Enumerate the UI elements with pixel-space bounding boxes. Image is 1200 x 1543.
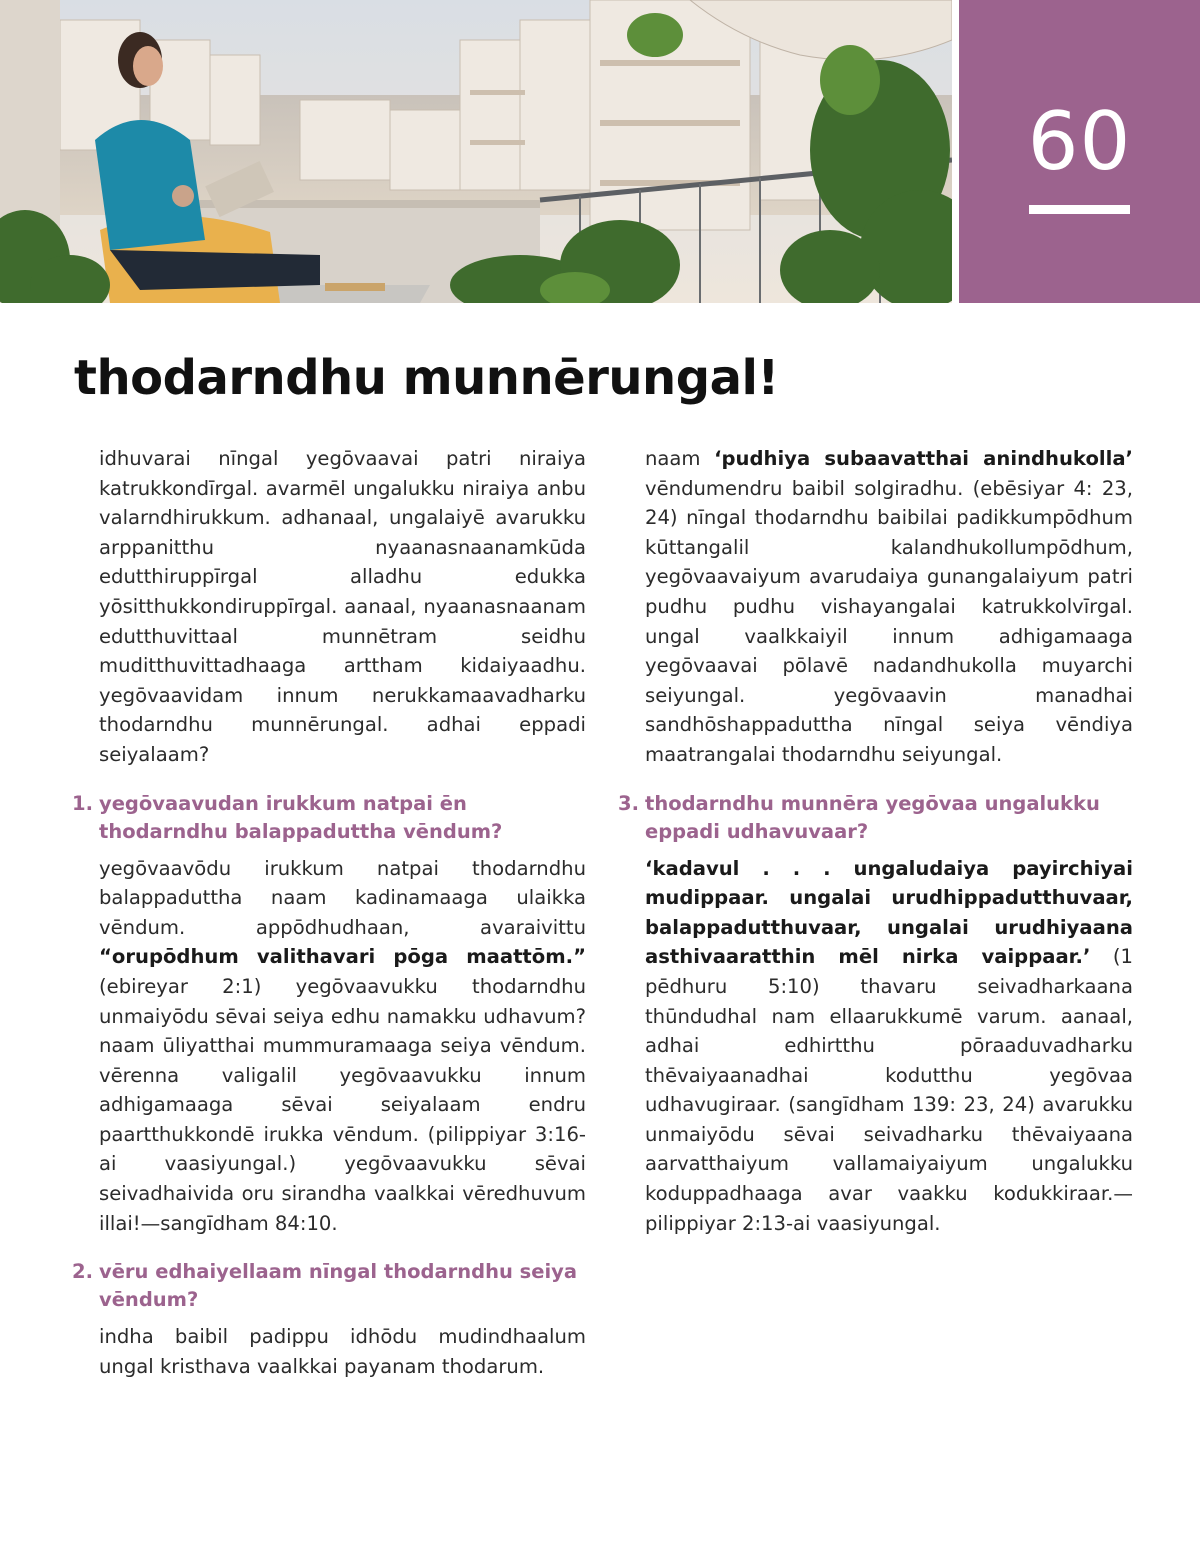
question-1-text: yegōvaavudan irukkum natpai ēn thodarndhu balappaduttha vēndum?	[99, 791, 503, 843]
balcony-photo-illustration	[0, 0, 952, 303]
answer-3-paragraph	[645, 854, 1133, 1239]
question-1	[72, 790, 586, 846]
answer-1-paragraph	[99, 854, 586, 1239]
page-title: thodarndhu munnērungal!	[74, 350, 779, 406]
lesson-number-underline	[1029, 205, 1130, 214]
question-3	[618, 790, 1133, 846]
question-1-number: 1.	[72, 791, 93, 815]
intro-paragraph: idhuvarai nīngal yegōvaavai patri niraiya katrukkondīrgal. avarmēl ungalukku niraiya anbu valarndhirukkum. adhanaal, ungalaiyē avarukku arppanitthu nyaanasnaanamkūda edutthiruppīrgal alladhu edukka yōsitthukkondiruppīrgal. aanaal, nyaanasnaanam edutthuvittaal munnētram seidhu muditthuvittadhaaga arttham kidaiyaadhu. yegōvaavidam innum nerukkamaavadharku thodarndhu munnērungal. adhai eppadi seiyalaam?	[99, 447, 586, 766]
answer-2-quote: ‘pudhiya subaavatthai anindhukolla’	[714, 447, 1133, 470]
answer-2-paragraph-start	[99, 1322, 586, 1381]
answer-2-paragraph	[645, 444, 1133, 770]
right-column	[618, 444, 1133, 1238]
question-3-text: thodarndhu munnēra yegōvaa ungalukku eppadi udhavuvaar?	[645, 791, 1100, 843]
lesson-number: 60	[1027, 95, 1132, 188]
question-2-text: vēru edhaiyellaam nīngal thodarndhu seiya vēndum?	[99, 1260, 578, 1312]
question-2	[72, 1258, 586, 1314]
answer-2-text-a-cont: naam	[645, 447, 715, 470]
answer-2-text-a: indha baibil padippu idhōdu mudindhaalum ungal kristhava vaalkkai payanam thodarum.	[99, 1325, 586, 1378]
answer-1-text-b: (ebireyar 2:1) yegōvaavukku thodarndhu unmaiyōdu sēvai seiya edhu namakku udhavum? naam ūliyatthai mummuramaaga seiya vēndum. vērenna valigalil yegōvaavukku innum adhigamaaga sēvai seiyalaam endru paartthukkondē irukka vēndum. (pilippiyar 3:16-ai vaasiyungal.) yegōvaavukku sēvai seivadhaivida oru sirandha vaalkkai vēredhuvum illai!—sangīdham 84:10.	[99, 974, 586, 1235]
left-column	[72, 444, 586, 1381]
answer-1-quote: “orupōdhum valithavari pōga maattōm.”	[99, 945, 586, 969]
answer-1-text-a: yegōvaavōdu irukkum natpai thodarndhu balappaduttha naam kadinamaaga ulaikka vēndum. appōdhudhaan, avaraivittu	[99, 856, 586, 939]
answer-3-quote: ‘kadavul . . . ungaludaiya payirchiyai mudippaar. ungalai urudhippadutthuvaar, balappadutthuvaar, ungalai urudhiyaana asthivaaratthin mēl nirka vaippaar.’	[645, 856, 1133, 969]
lesson-number-box	[959, 0, 1200, 303]
question-3-number: 3.	[618, 791, 639, 815]
answer-2-text-b: vēndumendru baibil solgiradhu. (ebēsiyar 4: 23, 24) nīngal thodarndhu baibilai padikkumpōdhum kūttangalil kalandhukollumpōdhum, yegōvaavaiyum avarudaiya gunangalaiyum patri pudhu pudhu vishayangalai katrukkolvīrgal. ungal vaalkkaiyil innum adhigamaaga yegōvaavai pōlavē nadandhukolla muyarchi seiyungal. yegōvaavin manadhai sandhōshappaduttha nīngal seiya vēndiya maatrangalai thodarndhu seiyungal.	[645, 476, 1133, 766]
question-2-number: 2.	[72, 1260, 93, 1284]
header-photo	[0, 0, 952, 303]
answer-3-text-b: (1 pēdhuru 5:10) thavaru seivadharkaana thūndudhal nam ellaarukkumē varum. aanaal, adhai edhirtthu pōraaduvadharku thēvaiyaanadhai kodutthu yegōvaa udhavugiraar. (sangīdham 139: 23, 24) avarukku unmaiyōdu sēvai seivadharku thēvaiyaana aarvatthaiyum vallamaiyaiyum ungalukku koduppadhaaga avar vaakku kodukkiraar.—pilippiyar 2:13-ai vaasiyungal.	[645, 945, 1133, 1235]
